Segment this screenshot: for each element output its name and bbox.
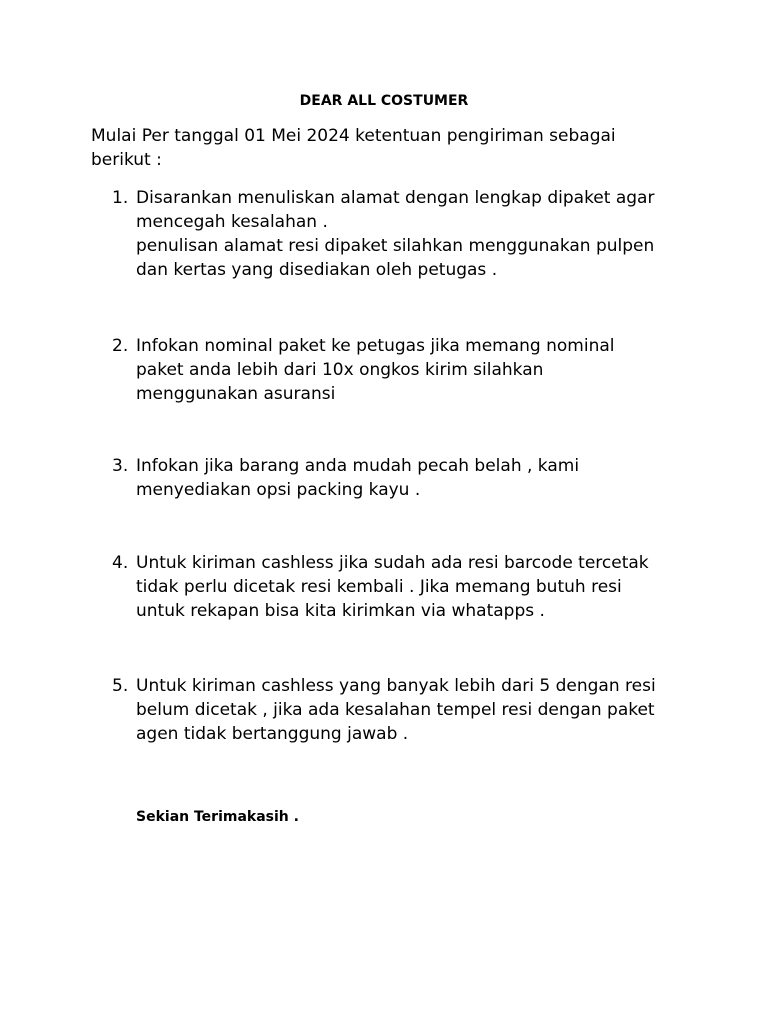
list-item-line: untuk rekapan bisa kita kirimkan via whatapps . xyxy=(136,601,545,621)
list-item-line: belum dicetak , jika ada kesalahan tempel resi dengan paket xyxy=(136,700,655,720)
list-item-line: mencegah kesalahan . xyxy=(136,212,328,232)
list-item-text xyxy=(136,551,692,623)
list-item-text xyxy=(136,334,692,406)
intro-paragraph xyxy=(91,124,691,172)
list-item-line: paket anda lebih dari 10x ongkos kirim silahkan xyxy=(136,360,544,380)
closing-text: Sekian Terimakasih . xyxy=(136,809,299,825)
intro-line: Mulai Per tanggal 01 Mei 2024 ketentuan pengiriman sebagai xyxy=(91,126,616,146)
list-item-text xyxy=(136,674,692,746)
list-item-line: agen tidak bertanggung jawab . xyxy=(136,724,409,744)
list-item-line: penulisan alamat resi dipaket silahkan menggunakan pulpen xyxy=(136,236,655,256)
list-item-line: tidak perlu dicetak resi kembali . Jika memang butuh resi xyxy=(136,577,622,597)
list-item-line: Untuk kiriman cashless jika sudah ada resi barcode tercetak xyxy=(136,553,649,573)
list-item-text xyxy=(136,454,692,502)
intro-line: berikut : xyxy=(91,150,162,170)
list-item-text xyxy=(136,186,692,282)
list-item-line: dan kertas yang disediakan oleh petugas . xyxy=(136,260,498,280)
list-item-line: Infokan nominal paket ke petugas jika memang nominal xyxy=(136,336,615,356)
list-item-line: menggunakan asuransi xyxy=(136,384,336,404)
list-item-number: 5. xyxy=(112,676,129,696)
list-item-line: menyediakan opsi packing kayu . xyxy=(136,480,421,500)
list-item-number: 1. xyxy=(112,188,129,208)
list-item-line: Infokan jika barang anda mudah pecah belah , kami xyxy=(136,456,580,476)
list-item-number: 3. xyxy=(112,456,129,476)
document-title: DEAR ALL COSTUMER xyxy=(299,93,469,109)
list-item-line: Disarankan menuliskan alamat dengan lengkap dipaket agar xyxy=(136,188,655,208)
list-item-number: 2. xyxy=(112,336,129,356)
list-item-number: 4. xyxy=(112,553,129,573)
list-item-line: Untuk kiriman cashless yang banyak lebih dari 5 dengan resi xyxy=(136,676,656,696)
